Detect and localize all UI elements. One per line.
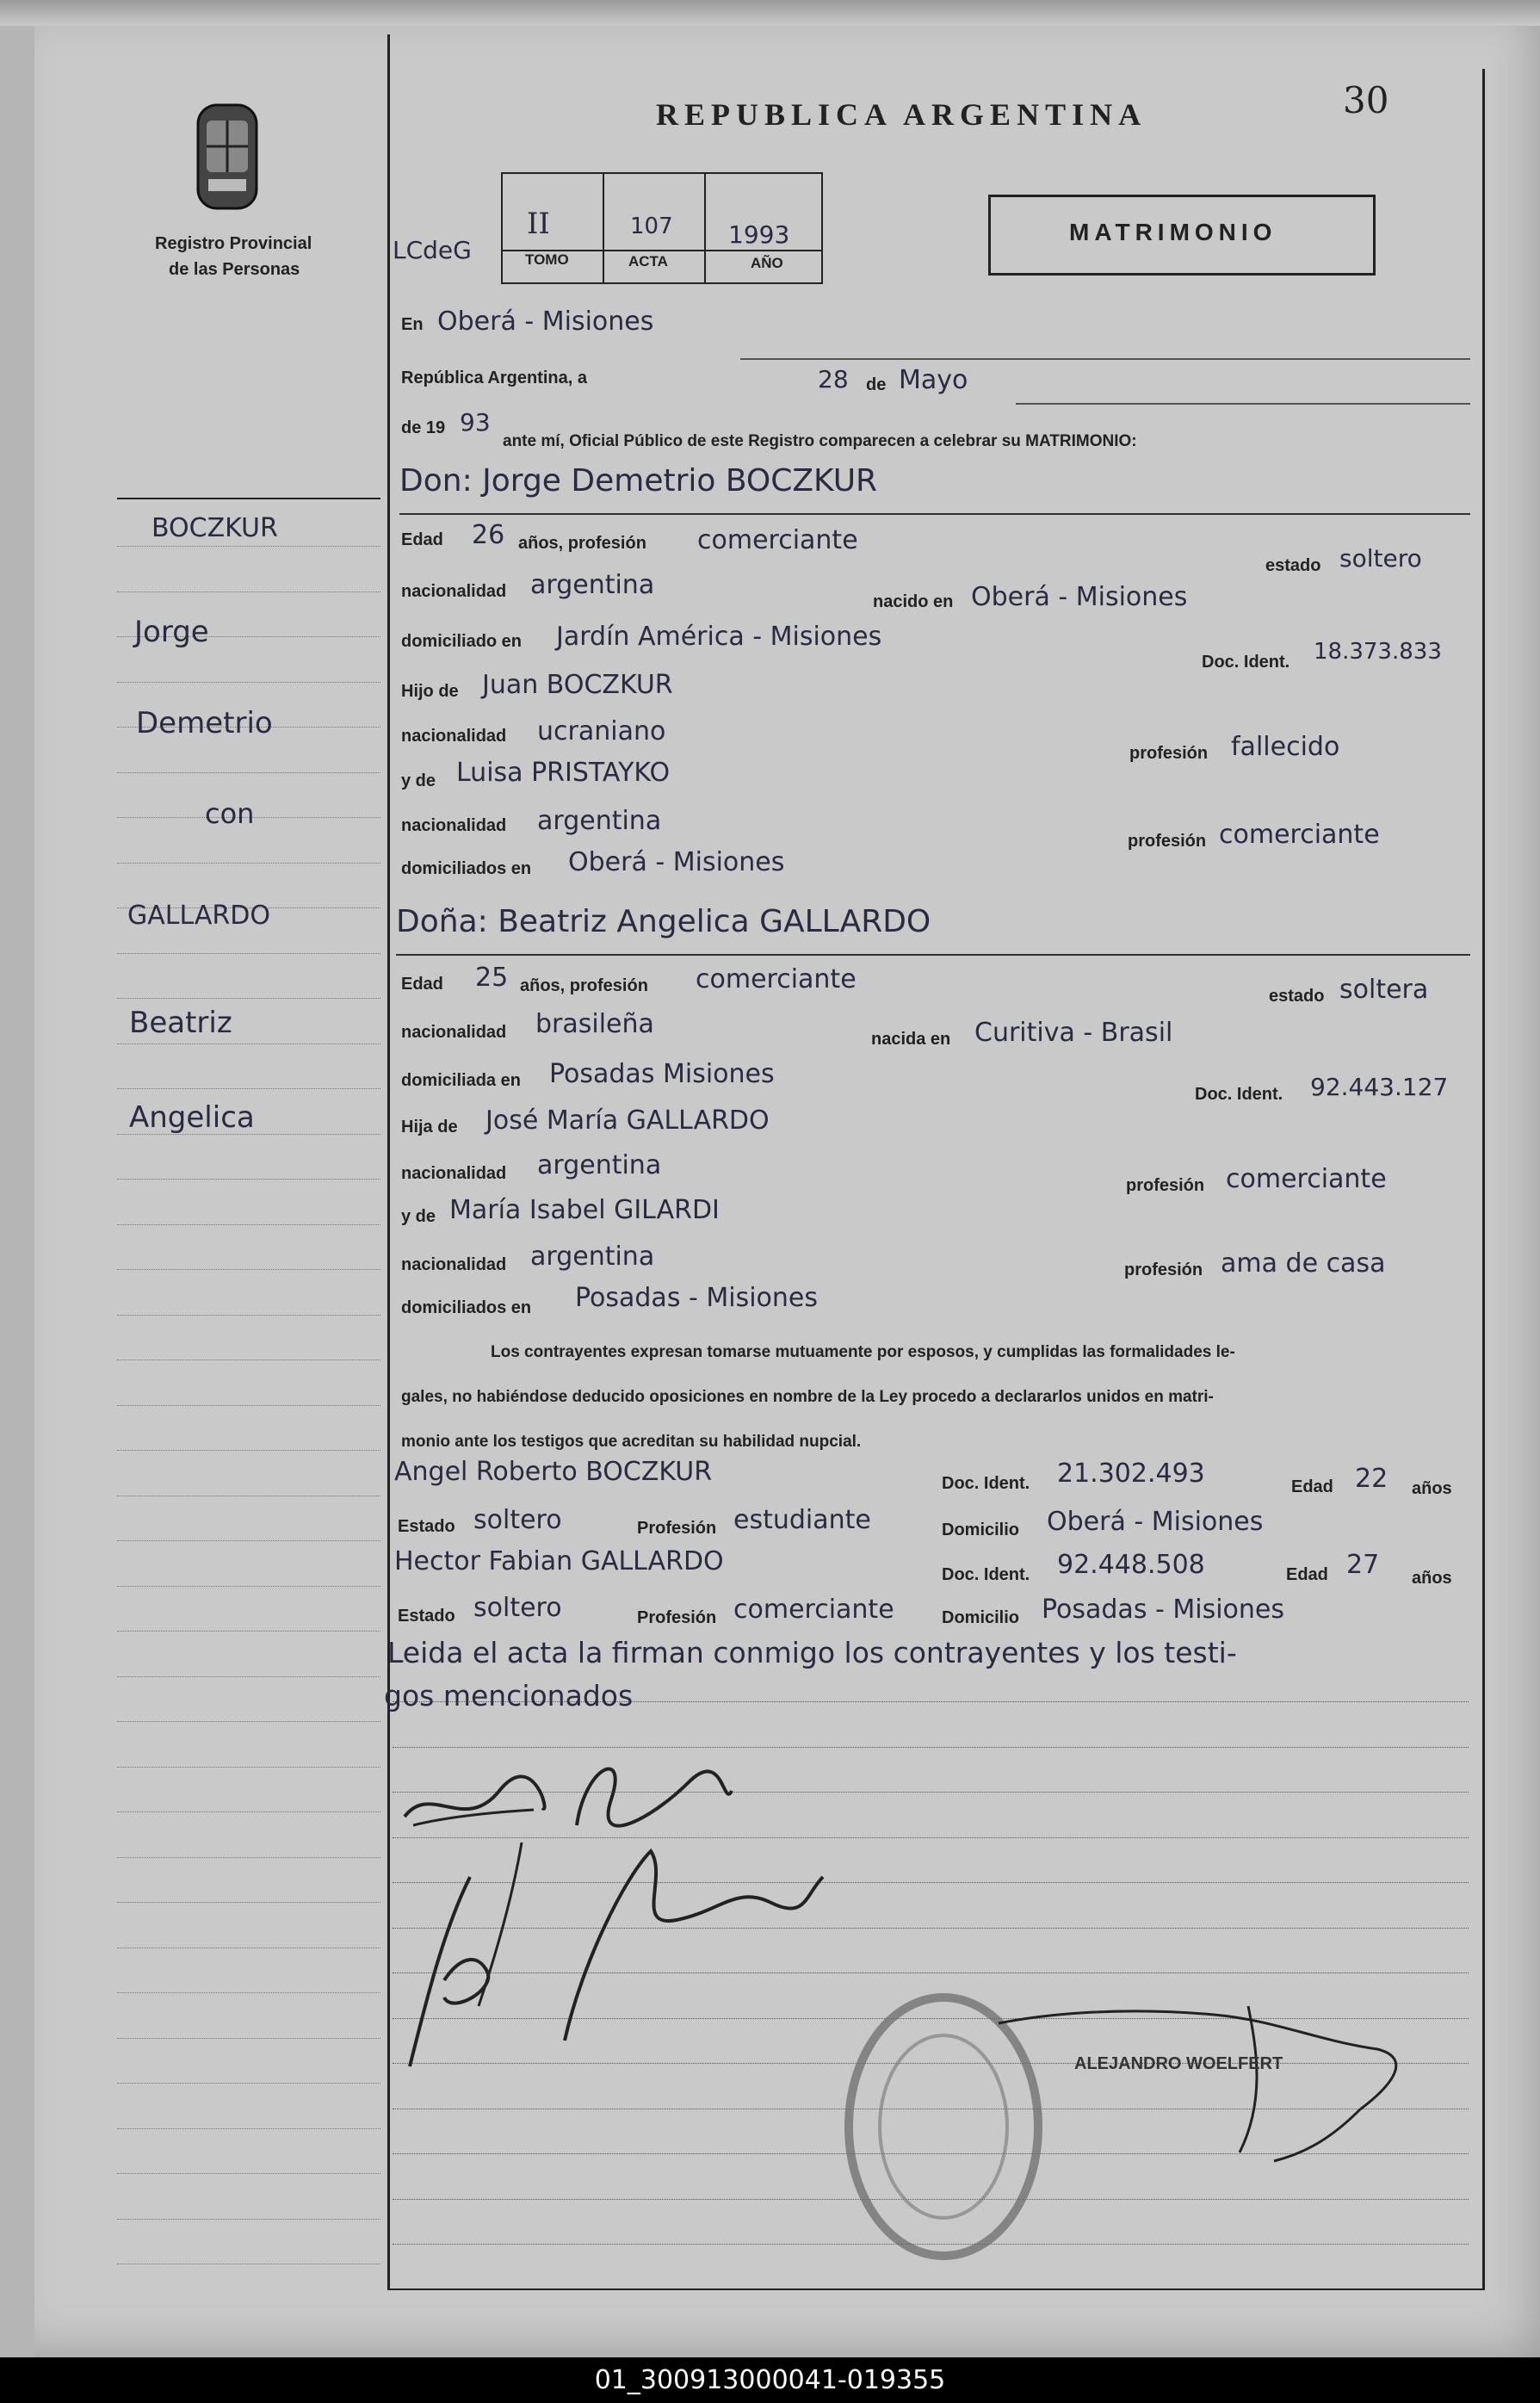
registry-seal-icon bbox=[195, 96, 260, 217]
groom-edad-label: Edad bbox=[401, 530, 443, 549]
bride-profession: comerciante bbox=[696, 964, 857, 994]
margin-name-bride-first: Beatriz bbox=[129, 1006, 232, 1040]
margin-ruled-line bbox=[117, 1857, 380, 1858]
bride-hija-label: Hija de bbox=[401, 1118, 458, 1136]
witness2-anos-label: años bbox=[1412, 1569, 1452, 1588]
margin-ruled-line bbox=[117, 1676, 380, 1677]
margin-name-bride-surname: GALLARDO bbox=[127, 901, 270, 931]
witness2-status: soltero bbox=[473, 1593, 562, 1623]
witness2-age: 27 bbox=[1346, 1550, 1380, 1580]
margin-ruled-line bbox=[117, 2128, 380, 2129]
bride-parents-domicile: Posadas - Misiones bbox=[575, 1283, 818, 1313]
groom-mother-nationality: argentina bbox=[537, 806, 662, 836]
witness1-age: 22 bbox=[1355, 1464, 1388, 1494]
bride-age: 25 bbox=[475, 963, 509, 993]
bride-mother-prof-label: profesión bbox=[1124, 1260, 1203, 1279]
margin-ruled-line bbox=[117, 682, 380, 683]
groom-mother-prof-label: profesión bbox=[1128, 832, 1207, 851]
witness2-name: Hector Fabian GALLARDO bbox=[394, 1546, 724, 1576]
margin-top-rule bbox=[117, 498, 380, 499]
witness2-doc: 92.448.508 bbox=[1057, 1550, 1205, 1580]
margin-ruled-line bbox=[117, 1902, 380, 1903]
year-suffix: 93 bbox=[460, 408, 491, 437]
margin-ruled-line bbox=[117, 953, 380, 954]
margin-ruled-line bbox=[117, 1359, 380, 1360]
groom-status: soltero bbox=[1339, 544, 1422, 573]
margin-ruled-line bbox=[117, 1269, 380, 1270]
registry-name-line1: Registro Provincial bbox=[155, 234, 312, 253]
margin-ruled-line bbox=[117, 1586, 380, 1587]
witness1-doc: 21.302.493 bbox=[1057, 1459, 1205, 1489]
year-prefix: de 19 bbox=[401, 418, 446, 437]
margin-name-middle: Demetrio bbox=[136, 706, 273, 740]
bride-edad-label: Edad bbox=[401, 975, 443, 994]
margin-name-surname: BOCZKUR bbox=[152, 513, 278, 543]
margin-ruled-line bbox=[117, 2219, 380, 2220]
margin-ruled-line bbox=[117, 1992, 380, 1993]
witness1-edad-label: Edad bbox=[1291, 1477, 1333, 1496]
de-label: de bbox=[866, 375, 887, 394]
witness1-estado-label: Estado bbox=[398, 1517, 455, 1536]
witness1-domicile: Oberá - Misiones bbox=[1047, 1507, 1264, 1537]
country-title: REPUBLICA ARGENTINA bbox=[656, 97, 1147, 132]
closing-line-1: Leida el acta la firman conmigo los contrayentes y los testi- bbox=[387, 1636, 1237, 1669]
bride-nationality: brasileña bbox=[535, 1009, 654, 1039]
registry-name-line2: de las Personas bbox=[169, 260, 300, 279]
margin-ruled-line bbox=[117, 1224, 380, 1225]
record-box-divider-2 bbox=[704, 174, 706, 282]
groom-mother-nac-label: nacionalidad bbox=[401, 816, 507, 835]
margin-ruled-line bbox=[117, 2083, 380, 2084]
right-border bbox=[1482, 69, 1485, 2290]
bride-doc-label: Doc. Ident. bbox=[1195, 1085, 1283, 1104]
groom-domiciliado-label: domiciliado en bbox=[401, 632, 523, 651]
bride-status: soltera bbox=[1339, 975, 1429, 1005]
bride-parents-dom-label: domiciliados en bbox=[401, 1298, 532, 1317]
groom-doc: 18.373.833 bbox=[1314, 639, 1442, 665]
bride-father-prof-label: profesión bbox=[1126, 1176, 1205, 1195]
declaration-line-2: gales, no habiéndose deducido oposiciones en nombre de la Ley procedo a declararlos unidos en matri- bbox=[401, 1388, 1214, 1406]
declaration-line-1: Los contrayentes expresan tomarse mutuamente por esposos, y cumplidas las formalidades le- bbox=[491, 1343, 1235, 1361]
bottom-border bbox=[387, 2288, 1485, 2290]
groom-domicile: Jardín América - Misiones bbox=[556, 622, 882, 652]
witness1-profesion-label: Profesión bbox=[637, 1519, 717, 1538]
groom-nacido-label: nacido en bbox=[873, 592, 954, 611]
intro-text: ante mí, Oficial Público de este Registro comparecen a celebrar su MATRIMONIO: bbox=[503, 432, 1137, 450]
groom-yde-label: y de bbox=[401, 771, 436, 790]
margin-ruled-line bbox=[117, 1088, 380, 1089]
binding-shadow bbox=[0, 0, 1540, 26]
margin-ruled-line bbox=[117, 2173, 380, 2174]
groom-age: 26 bbox=[472, 520, 505, 550]
groom-father-profession: fallecido bbox=[1231, 732, 1340, 762]
margin-ruled-line bbox=[117, 1540, 380, 1541]
witness1-name: Angel Roberto BOCZKUR bbox=[394, 1457, 713, 1487]
bride-nacionalidad-label: nacionalidad bbox=[401, 1023, 507, 1042]
groom-born-in: Oberá - Misiones bbox=[971, 582, 1188, 612]
bride-mother-nationality: argentina bbox=[530, 1242, 655, 1272]
bride-father-nac-label: nacionalidad bbox=[401, 1164, 507, 1183]
witness1-profession: estudiante bbox=[733, 1505, 871, 1535]
acta-value: 107 bbox=[630, 214, 673, 239]
groom-mother-profession: comerciante bbox=[1219, 820, 1380, 850]
margin-divider bbox=[387, 34, 390, 2290]
witness2-domicilio-label: Domicilio bbox=[942, 1608, 1020, 1627]
bride-mother-profession: ama de casa bbox=[1221, 1248, 1386, 1279]
bride-mother-nac-label: nacionalidad bbox=[401, 1255, 507, 1274]
margin-ruled-line bbox=[117, 546, 380, 547]
bride-name: Doña: Beatriz Angelica GALLARDO bbox=[396, 904, 931, 939]
margin-ruled-line bbox=[117, 591, 380, 592]
margin-name-con: con bbox=[205, 797, 255, 830]
margin-name-bride-middle: Angelica bbox=[129, 1100, 255, 1135]
groom-father: Juan BOCZKUR bbox=[482, 670, 673, 700]
margin-ruled-line bbox=[117, 1315, 380, 1316]
bride-yde-label: y de bbox=[401, 1207, 436, 1226]
groom-name-underline bbox=[399, 513, 1470, 515]
page-number: 30 bbox=[1343, 79, 1389, 121]
tomo-value: II bbox=[527, 207, 550, 241]
groom-nationality: argentina bbox=[530, 570, 655, 600]
groom-father-nationality: ucraniano bbox=[537, 716, 666, 746]
page-edge bbox=[0, 0, 34, 2357]
tomo-label: TOMO bbox=[525, 251, 569, 268]
bride-name-underline bbox=[396, 954, 1470, 956]
groom-name: Don: Jorge Demetrio BOCZKUR bbox=[399, 463, 878, 499]
margin-ruled-line bbox=[117, 772, 380, 773]
officer-signature bbox=[990, 1997, 1420, 2170]
anio-label: AÑO bbox=[751, 255, 783, 271]
witness1-doc-label: Doc. Ident. bbox=[942, 1474, 1030, 1493]
bride-domicile: Posadas Misiones bbox=[549, 1059, 775, 1089]
witness2-edad-label: Edad bbox=[1286, 1565, 1328, 1584]
bride-mother: María Isabel GILARDI bbox=[449, 1195, 720, 1225]
groom-mother: Luisa PRISTAYKO bbox=[456, 758, 671, 788]
bride-father-profession: comerciante bbox=[1226, 1164, 1387, 1194]
margin-ruled-line bbox=[117, 1405, 380, 1406]
place-underline bbox=[740, 358, 1470, 360]
bride-father: José María GALLARDO bbox=[486, 1106, 770, 1136]
bride-father-nationality: argentina bbox=[537, 1150, 662, 1180]
margin-ruled-line bbox=[117, 1767, 380, 1768]
groom-profession-label: años, profesión bbox=[518, 534, 646, 553]
witness1-anos-label: años bbox=[1412, 1479, 1452, 1498]
book-code: LCdeG bbox=[393, 236, 472, 264]
en-label: En bbox=[401, 315, 424, 334]
act-type-label: MATRIMONIO bbox=[1069, 219, 1277, 245]
margin-ruled-line bbox=[117, 1721, 380, 1722]
groom-father-prof-label: profesión bbox=[1129, 744, 1209, 763]
margin-ruled-line bbox=[117, 998, 380, 999]
day-value: 28 bbox=[818, 365, 849, 393]
groom-doc-label: Doc. Ident. bbox=[1202, 653, 1290, 672]
record-box-divider-1 bbox=[603, 174, 604, 282]
bride-born-in: Curitiva - Brasil bbox=[974, 1018, 1173, 1048]
groom-father-nac-label: nacionalidad bbox=[401, 727, 507, 746]
bride-estado-label: estado bbox=[1269, 987, 1325, 1006]
acta-label: ACTA bbox=[628, 253, 668, 269]
margin-name-first: Jorge bbox=[134, 615, 209, 649]
bride-doc: 92.443.127 bbox=[1310, 1073, 1449, 1101]
groom-parents-dom-label: domiciliados en bbox=[401, 859, 532, 878]
date-underline bbox=[1016, 403, 1470, 405]
margin-ruled-line bbox=[117, 2038, 380, 2039]
margin-ruled-line bbox=[117, 1631, 380, 1632]
anio-value: 1993 bbox=[728, 220, 790, 249]
margin-ruled-line bbox=[117, 1179, 380, 1180]
margin-ruled-line bbox=[117, 863, 380, 864]
officer-name-stamp: ALEJANDRO WOELFERT bbox=[1074, 2054, 1283, 2073]
margin-ruled-line bbox=[117, 1450, 380, 1451]
witness2-profession: comerciante bbox=[733, 1595, 894, 1625]
witness2-domicile: Posadas - Misiones bbox=[1042, 1595, 1284, 1625]
groom-parents-domicile: Oberá - Misiones bbox=[568, 847, 785, 877]
closing-line-2: gos mencionados bbox=[384, 1679, 634, 1712]
republic-label: República Argentina, a bbox=[401, 369, 587, 387]
place-value: Oberá - Misiones bbox=[437, 307, 654, 337]
witness1-status: soltero bbox=[473, 1505, 562, 1535]
groom-hijo-label: Hijo de bbox=[401, 682, 459, 701]
scan-id-footer: 01_300913000041-019355 bbox=[0, 2357, 1540, 2403]
witness2-doc-label: Doc. Ident. bbox=[942, 1565, 1030, 1584]
groom-nacionalidad-label: nacionalidad bbox=[401, 582, 507, 601]
groom-profession: comerciante bbox=[697, 525, 858, 555]
signature-witnesses bbox=[393, 1825, 840, 2084]
declaration-line-3: monio ante los testigos que acreditan su habilidad nupcial. bbox=[401, 1433, 862, 1451]
bride-nacida-label: nacida en bbox=[871, 1030, 951, 1049]
bride-domiciliada-label: domiciliada en bbox=[401, 1071, 521, 1090]
witness1-domicilio-label: Domicilio bbox=[942, 1520, 1020, 1539]
groom-estado-label: estado bbox=[1265, 556, 1321, 575]
month-value: Mayo bbox=[899, 365, 968, 395]
witness2-estado-label: Estado bbox=[398, 1607, 455, 1626]
bride-profession-label: años, profesión bbox=[520, 976, 648, 995]
witness2-profesion-label: Profesión bbox=[637, 1608, 717, 1627]
